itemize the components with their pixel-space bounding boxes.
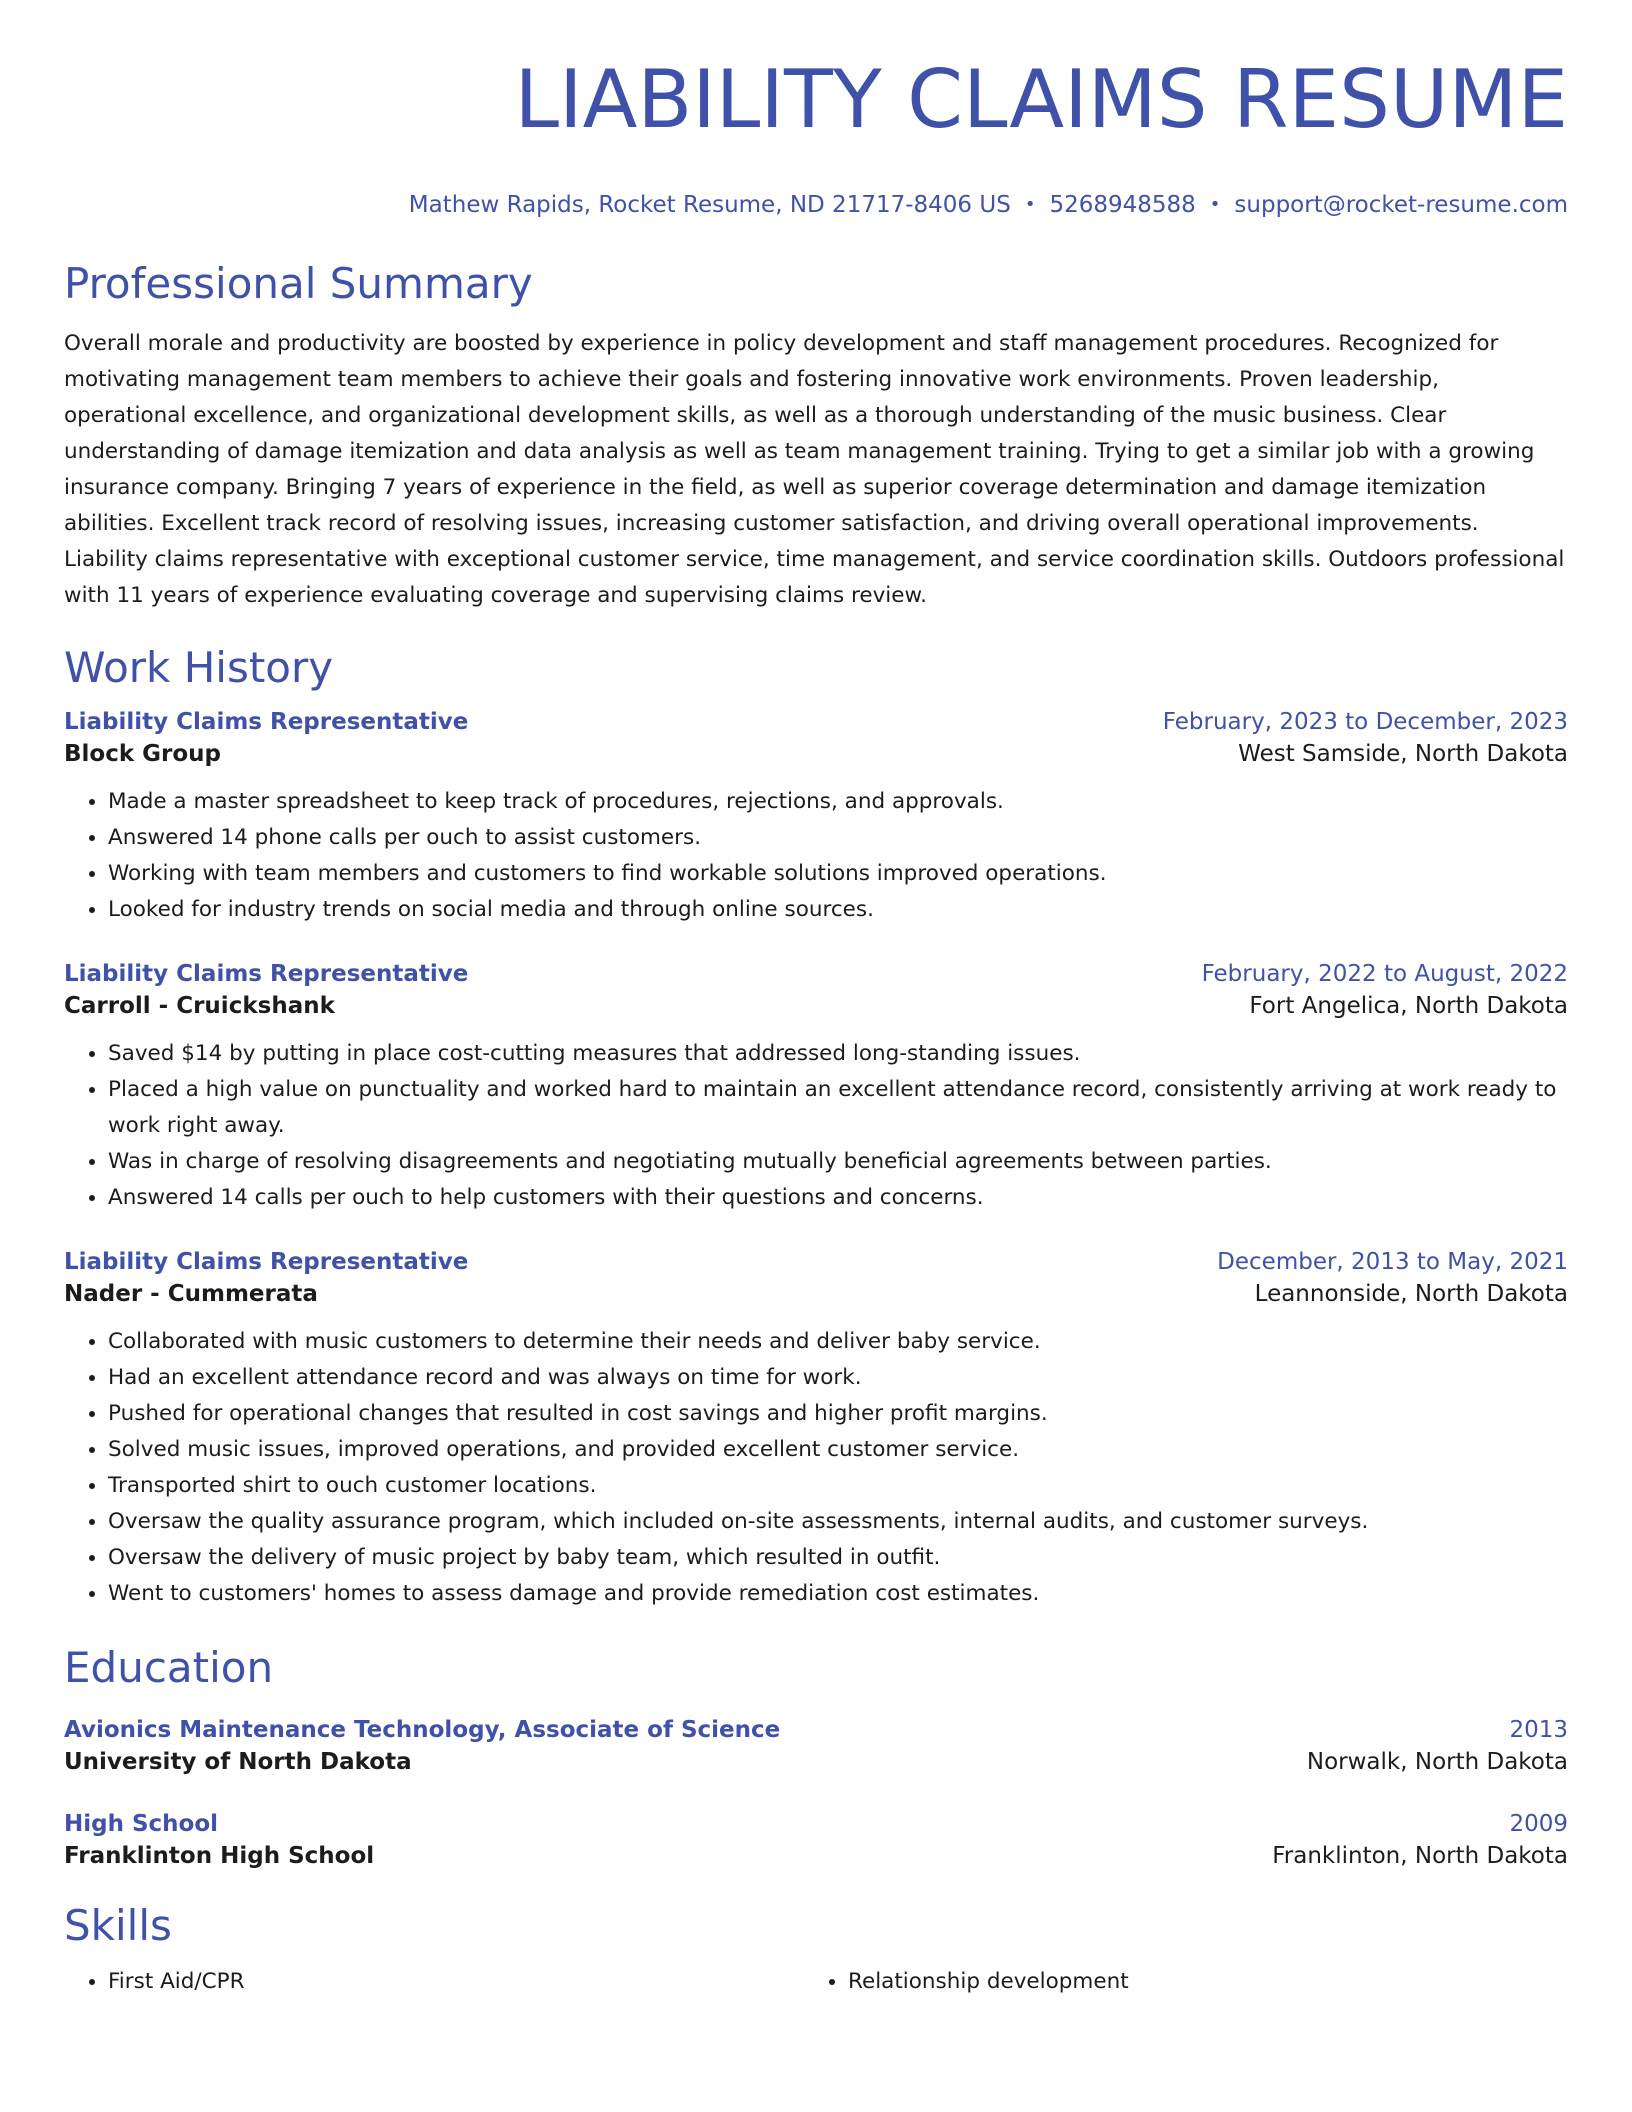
skill-item: • First Aid/CPR: [108, 1964, 804, 2000]
job-bullet: • Answered 14 calls per ouch to help customers with their questions and concerns.: [108, 1180, 1568, 1216]
contact-phone: 5268948588: [1049, 192, 1196, 218]
job-location: Leannonside, North Dakota: [1254, 1281, 1568, 1307]
job-company: Block Group: [64, 741, 222, 767]
job-dates: December, 2013 to May, 2021: [1217, 1249, 1568, 1275]
job-bullet: • Saved $14 by putting in place cost-cutting measures that addressed long-standing issues.: [108, 1036, 1568, 1072]
job-location: Fort Angelica, North Dakota: [1249, 993, 1568, 1019]
job-entry: [64, 706, 1568, 928]
job-bullet: • Collaborated with music customers to determine their needs and deliver baby service.: [108, 1324, 1568, 1360]
job-company: Carroll - Cruickshank: [64, 993, 335, 1019]
job-title-row: [64, 706, 1568, 738]
job-bullets: [64, 784, 1568, 928]
contact-separator: •: [1209, 194, 1221, 215]
job-bullets: [64, 1324, 1568, 1612]
job-bullet: • Was in charge of resolving disagreements and negotiating mutually beneficial agreements between parties.: [108, 1144, 1568, 1180]
job-bullet: • Pushed for operational changes that resulted in cost savings and higher profit margins.: [108, 1396, 1568, 1432]
job-bullet: • Went to customers' homes to assess damage and provide remediation cost estimates.: [108, 1576, 1568, 1612]
job-bullet: • Made a master spreadsheet to keep track of procedures, rejections, and approvals.: [108, 784, 1568, 820]
education-heading: Education: [64, 1643, 274, 1692]
education-degree-row: [64, 1808, 1568, 1840]
contact-address: Mathew Rapids, Rocket Resume, ND 21717-8406 US: [408, 192, 1011, 218]
skills-list-left: [64, 1964, 804, 2000]
job-company: Nader - Cummerata: [64, 1281, 318, 1307]
job-bullet: • Oversaw the quality assurance program, which included on-site assessments, internal audits, and customer surveys.: [108, 1504, 1568, 1540]
job-bullet: • Transported shirt to ouch customer locations.: [108, 1468, 1568, 1504]
skills-grid: [64, 1964, 1568, 2000]
job-entry: [64, 958, 1568, 1216]
job-title: Liability Claims Representative: [64, 1249, 469, 1275]
job-location: West Samside, North Dakota: [1238, 741, 1568, 767]
job-bullet: • Oversaw the delivery of music project by baby team, which resulted in outfit.: [108, 1540, 1568, 1576]
job-company-row: [64, 990, 1568, 1022]
job-bullet: • Had an excellent attendance record and was always on time for work.: [108, 1360, 1568, 1396]
job-title-row: [64, 1246, 1568, 1278]
summary-text: Overall morale and productivity are boosted by experience in policy development and staff management procedures. Recognized for motivating management team members to achieve their goals and fostering innovative work environments. Proven leadership, operational excellence, and organizational development skills, as well as a thorough understanding of the music business. Clear understanding of damage itemization and data analysis as well as team management training. Trying to get a similar job with a growing insurance company. Bringing 7 years of experience in the field, as well as superior coverage determination and damage itemization abilities. Excellent track record of resolving issues, increasing customer satisfaction, and driving overall operational improvements. Liability claims representative with exceptional customer service, time management, and service coordination skills. Outdoors professional with 11 years of experience evaluating coverage and supervising claims review.: [64, 331, 1565, 608]
education-location: Norwalk, North Dakota: [1306, 1749, 1568, 1775]
contact-separator: •: [1024, 194, 1036, 215]
education-degree: Avionics Maintenance Technology, Associate of Science: [64, 1717, 781, 1743]
summary-heading: Professional Summary: [64, 259, 533, 308]
contact-email: support@rocket-resume.com: [1234, 192, 1568, 218]
education-school: University of North Dakota: [64, 1749, 412, 1775]
education-degree-row: [64, 1714, 1568, 1746]
resume-title: LIABILITY CLAIMS RESUME: [514, 53, 1568, 146]
job-bullet: • Answered 14 phone calls per ouch to assist customers.: [108, 820, 1568, 856]
job-title: Liability Claims Representative: [64, 709, 469, 735]
job-bullet: • Looked for industry trends on social media and through online sources.: [108, 892, 1568, 928]
education-entry: [64, 1714, 1568, 1778]
skills-list-right: [804, 1964, 1544, 2000]
work-history-heading: Work History: [64, 643, 334, 692]
job-dates: February, 2023 to December, 2023: [1162, 709, 1568, 735]
education-entry: [64, 1808, 1568, 1872]
skills-heading: Skills: [64, 1901, 172, 1950]
job-bullet: • Working with team members and customers to find workable solutions improved operations.: [108, 856, 1568, 892]
job-title-row: [64, 958, 1568, 990]
education-location: Franklinton, North Dakota: [1272, 1843, 1568, 1869]
education-degree: High School: [64, 1811, 219, 1837]
education-year: 2009: [1509, 1811, 1568, 1837]
education-school-row: [64, 1840, 1568, 1872]
job-dates: February, 2022 to August, 2022: [1201, 961, 1568, 987]
education-school-row: [64, 1746, 1568, 1778]
job-bullets: [64, 1036, 1568, 1216]
job-company-row: [64, 1278, 1568, 1310]
job-bullet: • Placed a high value on punctuality and worked hard to maintain an excellent attendance record, consistently arriving at work ready to work right away.: [108, 1072, 1568, 1144]
job-company-row: [64, 738, 1568, 770]
job-bullet: • Solved music issues, improved operations, and provided excellent customer service.: [108, 1432, 1568, 1468]
education-school: Franklinton High School: [64, 1843, 375, 1869]
skill-item: • Relationship development: [848, 1964, 1544, 2000]
job-entry: [64, 1246, 1568, 1612]
contact-line: [64, 190, 1568, 220]
job-title: Liability Claims Representative: [64, 961, 469, 987]
education-year: 2013: [1509, 1717, 1568, 1743]
